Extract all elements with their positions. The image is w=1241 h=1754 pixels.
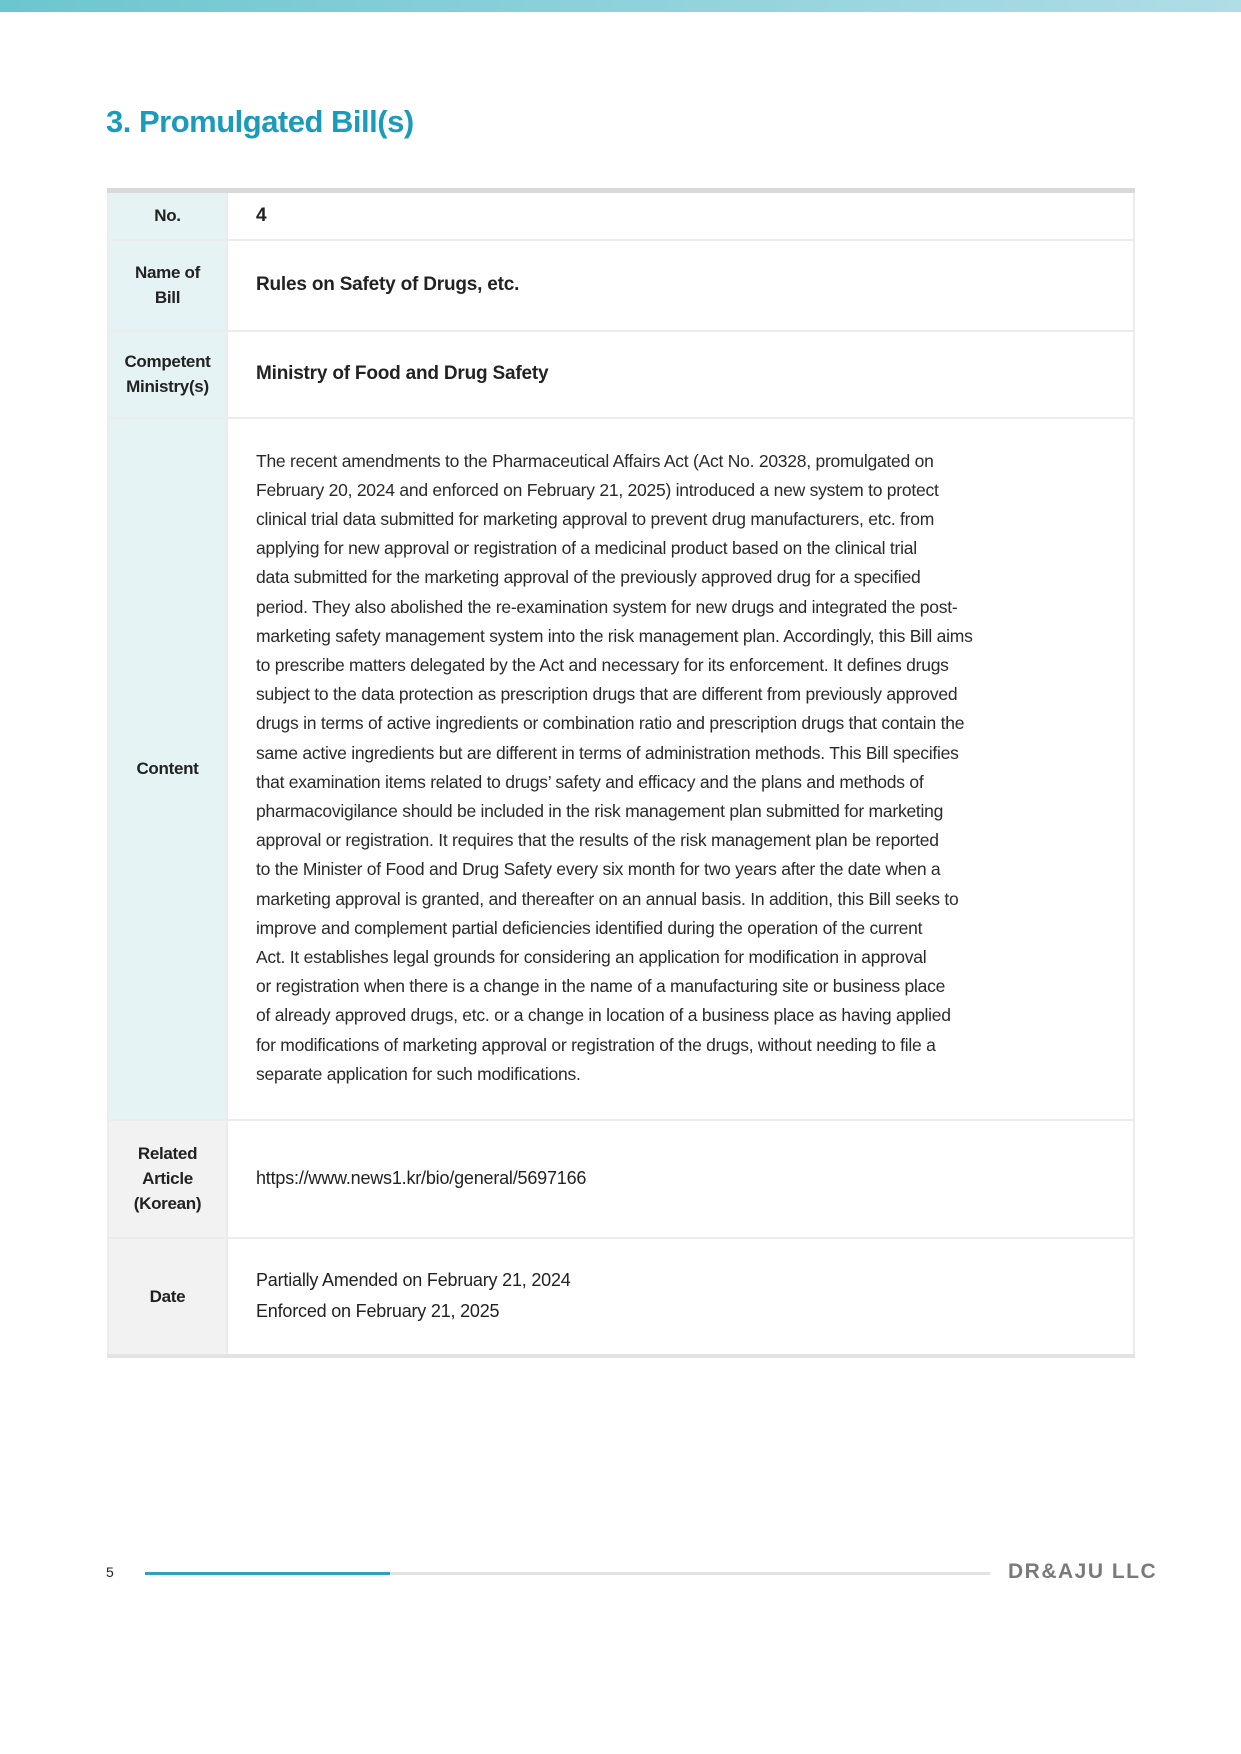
table-row-no bbox=[108, 191, 1134, 240]
table-row-ministry bbox=[108, 331, 1134, 418]
value-content bbox=[227, 418, 1134, 1120]
label-text: Related Article (Korean) bbox=[133, 1144, 202, 1214]
related-article-link[interactable]: https://www.news1.kr/bio/general/5697166 bbox=[227, 1120, 1134, 1238]
label-date: Date bbox=[108, 1238, 227, 1356]
content-line: same active ingredients but are different in terms of administration methods. This Bill specifies bbox=[256, 742, 959, 763]
content-line: applying for new approval or registration of a medicinal product based on the clinical trial bbox=[256, 538, 917, 559]
content-line: to the Minister of Food and Drug Safety every six month for two years after the date when a bbox=[256, 859, 941, 880]
content-line: of already approved drugs, etc. or a change in location of a business place as having applied bbox=[256, 1005, 951, 1026]
content-line: Act. It establishes legal grounds for considering an application for modification in approval bbox=[256, 946, 927, 967]
date-enforced: Enforced on February 21, 2025 bbox=[256, 1301, 500, 1322]
label-text: Name of Bill bbox=[135, 263, 200, 307]
table-row-content bbox=[108, 418, 1134, 1120]
value-no: 4 bbox=[227, 191, 1134, 240]
content-line: period. They also abolished the re-examination system for new drugs and integrated the post- bbox=[256, 596, 958, 617]
content-line: separate application for such modifications. bbox=[256, 1063, 581, 1084]
content-line: data submitted for the marketing approval of the previously approved drug for a specified bbox=[256, 567, 921, 588]
content-line: pharmacovigilance should be included in the risk management plan submitted for marketing bbox=[256, 800, 944, 821]
label-related-article bbox=[108, 1120, 227, 1238]
date-amended: Partially Amended on February 21, 2024 bbox=[256, 1270, 571, 1291]
table-row-related-article bbox=[108, 1120, 1134, 1238]
content-line: February 20, 2024 and enforced on February 21, 2025) introduced a new system to protect bbox=[256, 479, 939, 500]
brand-logo: DR&AJU LLC bbox=[1008, 1560, 1158, 1583]
content-line: to prescribe matters delegated by the Act and necessary for its enforcement. It defines drugs bbox=[256, 654, 949, 675]
content-line: drugs in terms of active ingredients or combination ratio and prescription drugs that contain the bbox=[256, 713, 965, 734]
content-line: that examination items related to drugs’ safety and efficacy and the plans and methods of bbox=[256, 771, 924, 792]
content-line: The recent amendments to the Pharmaceutical Affairs Act (Act No. 20328, promulgated on bbox=[256, 450, 934, 471]
table-row-date bbox=[108, 1238, 1134, 1356]
bill-table bbox=[107, 188, 1135, 1358]
content-line: improve and complement partial deficiencies identified during the operation of the current bbox=[256, 917, 923, 938]
progress-line bbox=[145, 1572, 990, 1575]
label-no: No. bbox=[108, 191, 227, 240]
content-line: for modifications of marketing approval or registration of the drugs, without needing to file a bbox=[256, 1034, 936, 1055]
table-row-name bbox=[108, 240, 1134, 331]
top-accent-bar bbox=[0, 0, 1241, 12]
label-text: Competent Ministry(s) bbox=[124, 352, 211, 396]
progress-fill bbox=[145, 1572, 390, 1575]
value-ministry: Ministry of Food and Drug Safety bbox=[227, 331, 1134, 418]
content-line: marketing approval is granted, and thereafter on an annual basis. In addition, this Bill seeks to bbox=[256, 888, 959, 909]
label-content: Content bbox=[108, 418, 227, 1120]
value-bill-name: Rules on Safety of Drugs, etc. bbox=[227, 240, 1134, 331]
page-number: 5 bbox=[106, 1564, 114, 1580]
section-title: 3. Promulgated Bill(s) bbox=[106, 104, 414, 139]
content-line: clinical trial data submitted for marketing approval to prevent drug manufacturers, etc. from bbox=[256, 508, 935, 529]
label-name-of-bill bbox=[108, 240, 227, 331]
content-line: marketing safety management system into the risk management plan. Accordingly, this Bill aims bbox=[256, 625, 973, 646]
content-line: or registration when there is a change in the name of a manufacturing site or business place bbox=[256, 976, 946, 997]
label-competent-ministry bbox=[108, 331, 227, 418]
content-line: subject to the data protection as prescription drugs that are different from previously approved bbox=[256, 684, 958, 705]
content-line: approval or registration. It requires that the results of the risk management plan be reported bbox=[256, 830, 939, 851]
